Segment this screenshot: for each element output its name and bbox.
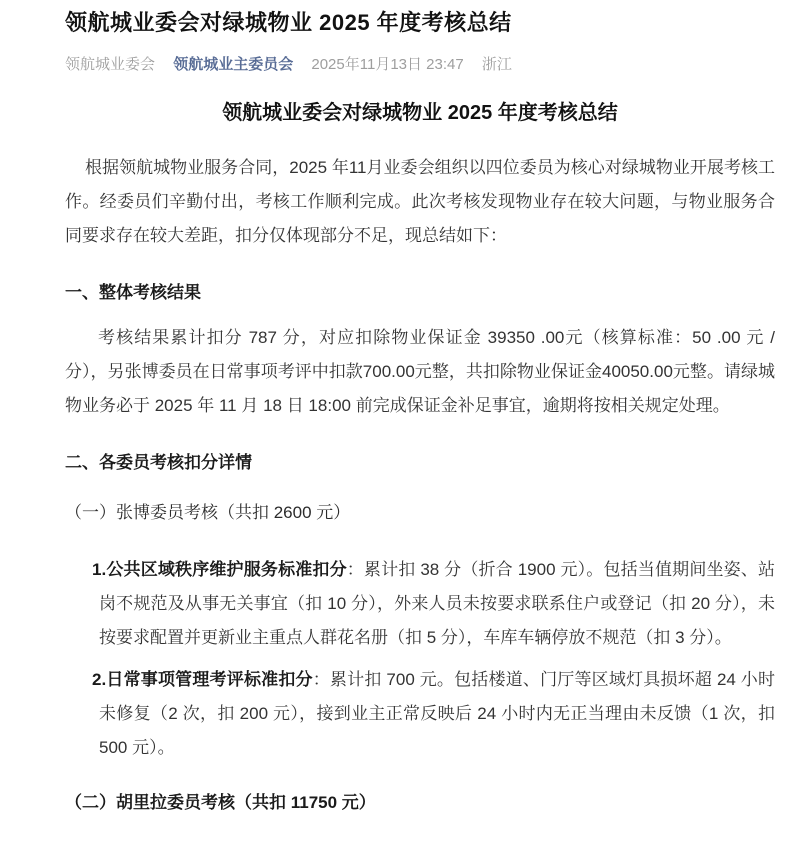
list-item-2-marker: 2. <box>92 670 107 689</box>
list-item-1-term: 公共区域秩序维护服务标准扣分 <box>106 560 347 579</box>
list-item-2 <box>92 663 775 765</box>
list-item-2-term: 日常事项管理考评标准扣分 <box>106 670 313 689</box>
meta-datetime: 2025年11月13日 23:47 <box>311 56 464 73</box>
deduction-list <box>65 553 775 765</box>
section-1-paragraph: 考核结果累计扣分 787 分，对应扣除物业保证金 39350 .00元（核算标准：50 .00 元 / 分），另张博委员在日常事项考评中扣款700.00元整，共扣除物业保证金40050.00元整。请绿城物业务必于 2025 年 11 月 18 日 18:00 前完成保证金补足事宜，逾期将按相关规定处理。 <box>65 328 775 415</box>
list-item-1-text: ：累计扣 38 分（折合 1900 元）。包括当值期间坐姿、站岗不规范及从事无关事宜（扣 10 分），外来人员未按要求联系住户或登记（扣 20 分），未按要求配置并更新业主重点人群花名册（扣 5 分），车库车辆停放不规范（扣 3 分）。 <box>99 560 776 647</box>
section-2-heading: 二、各委员考核扣分详情 <box>65 453 252 472</box>
meta-bar <box>65 54 775 75</box>
meta-account-link[interactable]: 领航城业主委员会 <box>173 56 294 73</box>
intro-paragraph: 根据领航城物业服务合同，2025 年11月业委会组织以四位委员为核心对绿城物业开展考核工作。经委员们辛勤付出，考核工作顺利完成。此次考核发现物业存在较大问题，与物业服务合同要求存在较大差距，扣分仅体现部分不足，现总结如下： <box>65 158 775 245</box>
list-item-1 <box>92 553 776 655</box>
document-heading: 领航城业委会对绿城物业 2025 年度考核总结 <box>222 102 618 124</box>
list-item-1-marker: 1. <box>92 560 107 579</box>
page-title: 领航城业委会对绿城物业 2025 年度考核总结 <box>65 10 512 35</box>
list-item-2-text: ：累计扣 700 元。包括楼道、门厅等区域灯具损坏超 24 小时未修复（2 次，扣 200 元），接到业主正常反映后 24 小时内无正当理由未反馈（1 次，扣 500 元）。 <box>99 670 775 757</box>
meta-location: 浙江 <box>481 56 512 73</box>
meta-author: 领航城业委会 <box>65 56 156 73</box>
section-1-heading: 一、整体考核结果 <box>65 283 201 302</box>
subsection-2-heading: （二）胡里拉委员考核（共扣 11750 元） <box>65 793 376 812</box>
subsection-1-heading: （一）张博委员考核（共扣 2600 元） <box>65 503 351 522</box>
